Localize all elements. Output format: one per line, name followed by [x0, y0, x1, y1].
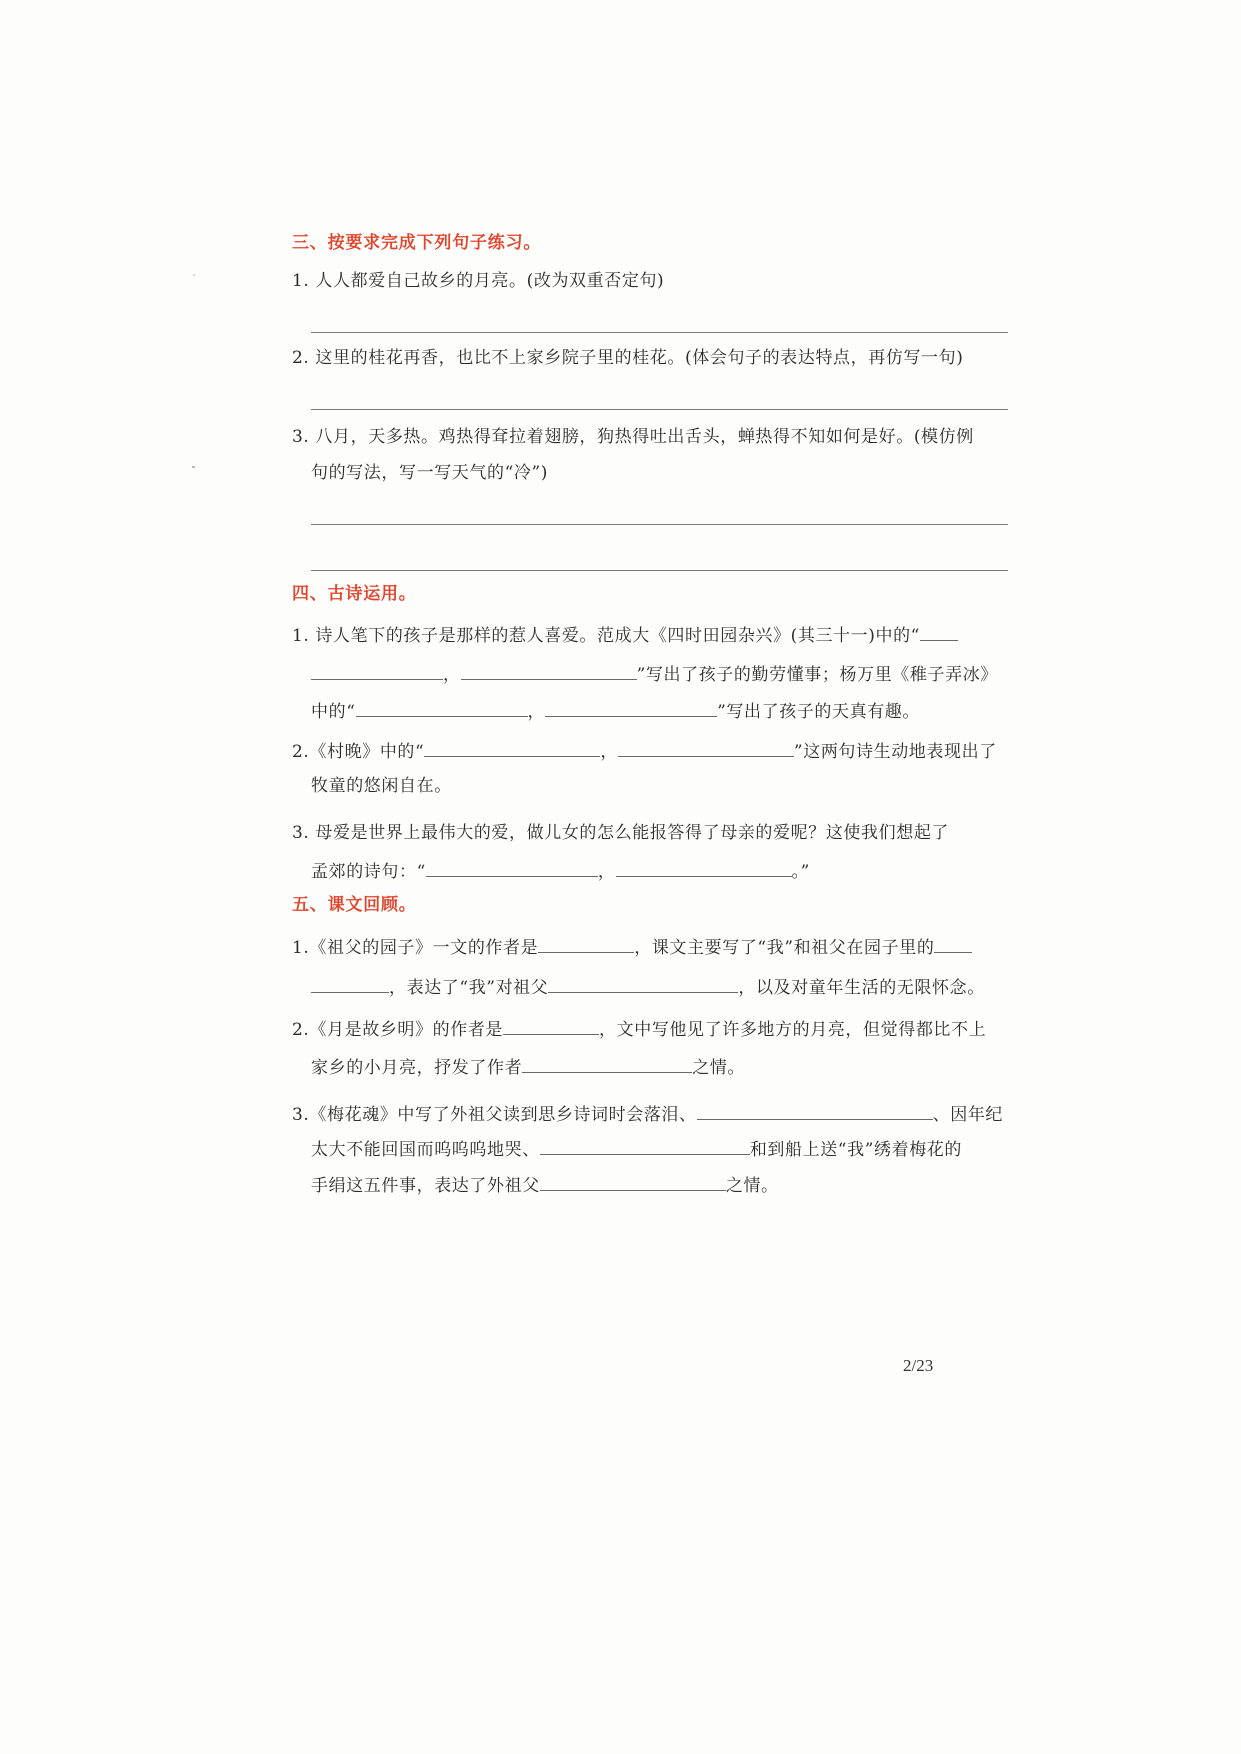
section-3-question-2: 2. 这里的桂花再香，也比不上家乡院子里的桂花。(体会句子的表达特点，再仿写一句) [292, 348, 964, 368]
question-text: ， [443, 665, 461, 685]
section-5-question-3 [292, 1101, 1003, 1126]
question-text: ”写出了孩子的天真有趣。 [717, 702, 920, 722]
question-text: 家乡的小月亮，抒发了作者 [311, 1058, 523, 1078]
section-4-heading: 四、古诗运用。 [292, 584, 417, 604]
question-text: 之情。 [692, 1058, 746, 1078]
scan-speck [193, 274, 195, 276]
fill-blank[interactable] [618, 738, 794, 757]
answer-line[interactable] [311, 332, 1008, 333]
question-text: 孟郊的诗句：“ [311, 862, 426, 882]
answer-line[interactable] [311, 524, 1008, 525]
section-4-question-1-line-3 [311, 698, 920, 723]
section-5-question-3-line-3 [311, 1172, 779, 1197]
question-text: ，以及对童年生活的无限怀念。 [738, 978, 985, 998]
section-4-question-3-cont [311, 858, 810, 883]
question-text: ，文中写他见了许多地方的月亮，但觉得都比不上 [599, 1020, 987, 1040]
fill-blank[interactable] [920, 622, 958, 641]
question-text: 3.《梅花魂》中写了外祖父读到思乡诗词时会落泪、 [292, 1105, 697, 1125]
fill-blank[interactable] [311, 661, 443, 680]
question-text: ，表达了“我”对祖父 [389, 978, 549, 998]
section-4-question-1-line-2 [311, 661, 998, 686]
question-text: ， [527, 702, 546, 722]
question-text: 2.《村晚》中的“ [292, 742, 425, 762]
answer-line[interactable] [311, 570, 1008, 571]
question-text: 1.《祖父的园子》一文的作者是 [292, 938, 539, 958]
section-4-question-3: 3. 母爱是世界上最伟大的爱，做儿女的怎么能报答得了母亲的爱呢？这使我们想起了 [292, 823, 950, 843]
fill-blank[interactable] [461, 661, 637, 680]
question-text: 和到船上送“我”绣着梅花的 [749, 1140, 962, 1160]
section-5-question-1 [292, 934, 972, 959]
section-3-question-3-cont: 句的写法，写一写天气的“冷”) [311, 463, 549, 483]
fill-blank[interactable] [503, 1016, 599, 1035]
question-text: 2.《月是故乡明》的作者是 [292, 1020, 504, 1040]
question-text: ”这两句诗生动地表现出了 [793, 742, 997, 762]
section-5-question-3-line-2 [311, 1136, 962, 1161]
fill-blank[interactable] [934, 934, 972, 953]
scan-speck [192, 466, 195, 468]
fill-blank[interactable] [616, 858, 792, 877]
question-text: ，课文主要写了“我”和祖父在园子里的 [634, 938, 935, 958]
fill-blank[interactable] [356, 698, 528, 717]
section-4-question-1 [292, 622, 958, 647]
section-3-question-1: 1. 人人都爱自己故乡的月亮。(改为双重否定句) [292, 271, 665, 291]
fill-blank[interactable] [540, 1172, 726, 1191]
section-3-question-3: 3. 八月，天多热。鸡热得耷拉着翅膀，狗热得吐出舌头，蝉热得不知如何是好。(模仿例 [292, 427, 974, 447]
answer-line[interactable] [311, 409, 1008, 410]
page-number: 2/23 [903, 1356, 934, 1375]
fill-blank[interactable] [522, 1054, 692, 1073]
section-5-question-2-cont [311, 1054, 745, 1079]
question-text: 。” [791, 862, 810, 882]
fill-blank[interactable] [538, 934, 634, 953]
section-5-question-1-cont [311, 974, 985, 999]
fill-blank[interactable] [424, 738, 600, 757]
section-3-heading: 三、按要求完成下列句子练习。 [292, 233, 542, 253]
section-4-question-2 [292, 738, 997, 763]
fill-blank[interactable] [548, 974, 738, 993]
question-text: 太大不能回国而呜呜呜地哭、 [311, 1140, 540, 1160]
fill-blank[interactable] [545, 698, 717, 717]
question-text: 手绢这五件事，表达了外祖父 [311, 1176, 540, 1196]
question-text: ， [600, 742, 618, 762]
question-text: 之情。 [725, 1176, 779, 1196]
section-5-question-2 [292, 1016, 986, 1041]
section-5-heading: 五、课文回顾。 [292, 895, 417, 915]
fill-blank[interactable] [697, 1101, 933, 1120]
question-text: 1. 诗人笔下的孩子是那样的惹人喜爱。范成大《四时田园杂兴》(其三十一)中的“ [292, 626, 920, 646]
fill-blank[interactable] [426, 858, 598, 877]
question-text: ”写出了孩子的勤劳懂事；杨万里《稚子弄冰》 [636, 665, 998, 685]
question-text: 中的“ [311, 702, 356, 722]
question-text: 、因年纪 [932, 1105, 1004, 1125]
question-text: ， [597, 862, 616, 882]
section-4-question-2-cont: 牧童的悠闲自在。 [311, 776, 452, 796]
fill-blank[interactable] [311, 974, 389, 993]
fill-blank[interactable] [540, 1136, 750, 1155]
